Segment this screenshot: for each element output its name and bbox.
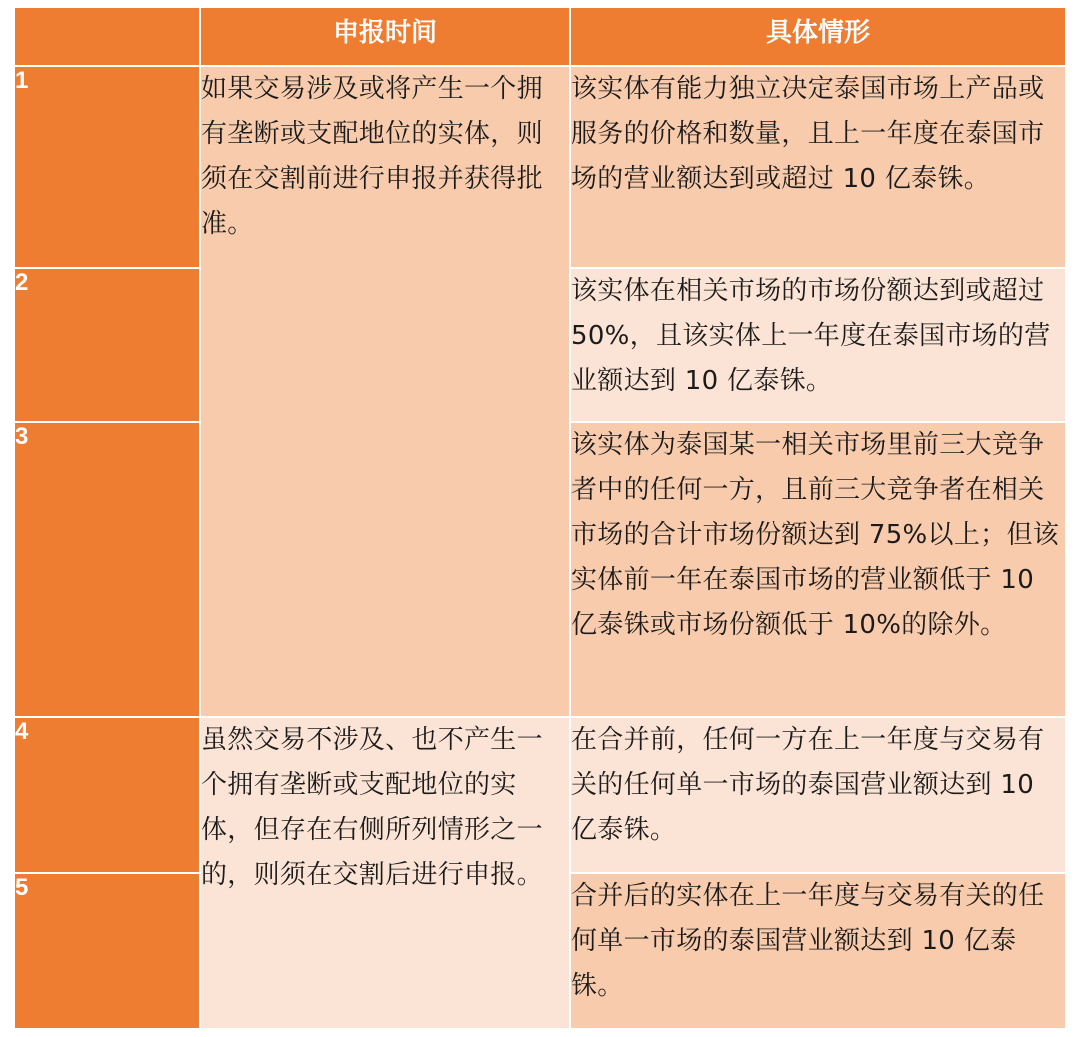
situation-detail: 合并后的实体在上一年度与交易有关的任何单一市场的泰国营业额达到 10 亿泰铢。 [570, 873, 1066, 1029]
row-number: 4 [14, 717, 200, 873]
header-row [14, 7, 1066, 66]
row-number: 5 [14, 873, 200, 1029]
situation-detail: 该实体有能力独立决定泰国市场上产品或服务的价格和数量，且上一年度在泰国市场的营业额达到或超过 10 亿泰铢。 [570, 66, 1066, 268]
filing-time-pre-closing: 如果交易涉及或将产生一个拥有垄断或支配地位的实体，则须在交割前进行申报并获得批准。 [200, 66, 570, 717]
table-row [14, 717, 1066, 873]
situation-detail: 该实体为泰国某一相关市场里前三大竞争者中的任何一方，且前三大竞争者在相关市场的合计市场份额达到 75%以上；但该实体前一年在泰国市场的营业额低于 10 亿泰铢或市场份额低于 10%的除外。 [570, 422, 1066, 717]
filing-requirements-table [14, 7, 1066, 1029]
header-specific-situation: 具体情形 [570, 7, 1066, 66]
row-number: 1 [14, 66, 200, 268]
table-row [14, 66, 1066, 268]
situation-detail: 该实体在相关市场的市场份额达到或超过 50%，且该实体上一年度在泰国市场的营业额达到 10 亿泰铢。 [570, 268, 1066, 422]
row-number: 2 [14, 268, 200, 422]
header-filing-time: 申报时间 [200, 7, 570, 66]
filing-time-post-closing: 虽然交易不涉及、也不产生一个拥有垄断或支配地位的实体，但存在右侧所列情形之一的，则须在交割后进行申报。 [200, 717, 570, 1029]
row-number: 3 [14, 422, 200, 717]
header-blank [14, 7, 200, 66]
situation-detail: 在合并前，任何一方在上一年度与交易有关的任何单一市场的泰国营业额达到 10 亿泰铢。 [570, 717, 1066, 873]
